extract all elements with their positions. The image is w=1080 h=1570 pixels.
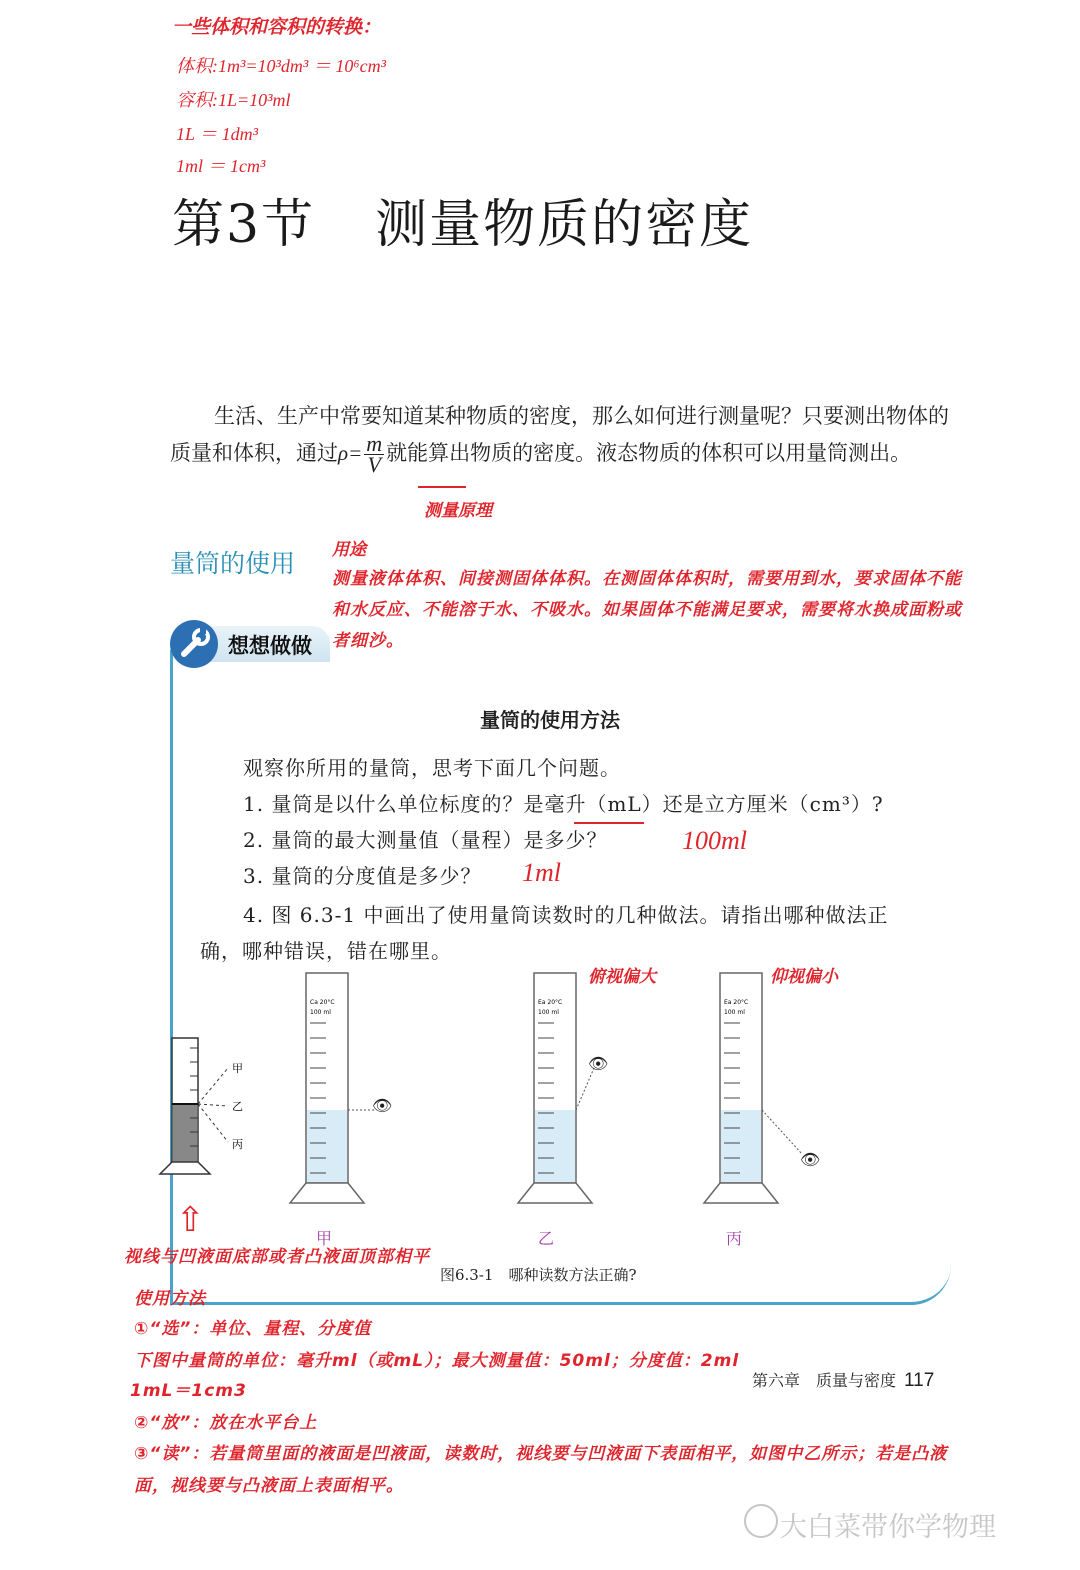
question-3: 3. 量筒的分度值是多少？ bbox=[243, 864, 482, 888]
wrench-icon bbox=[170, 620, 218, 668]
section-number: 第3节 bbox=[172, 195, 316, 255]
principle-underline bbox=[418, 486, 466, 488]
cylinder-label-jia: 甲 bbox=[316, 1229, 333, 1248]
cylinder-bing bbox=[700, 968, 830, 1218]
question-1: 1. 量筒是以什么单位标度的？是毫升（mL）还是立方厘米（cm³）? bbox=[243, 792, 884, 816]
cylinder-jia bbox=[286, 968, 396, 1218]
conversion-line-capacity: 容积:1L=10³ml bbox=[176, 90, 291, 110]
capacity-text-jia: 100 ml bbox=[310, 1009, 331, 1016]
method-step-3: ③“读”：若量筒里面的液面是凹液面，读数时，视线要与凹液面下表面相平，如图中乙所示；若是凸液面，视线要与凸液面上表面相平。 bbox=[134, 1444, 948, 1496]
chapter-title: 第六章 质量与密度 bbox=[752, 1371, 897, 1390]
print-text-yi: Ea 20°C bbox=[538, 999, 563, 1006]
figure-caption: 图6.3-1 哪种读数方法正确? bbox=[440, 1266, 637, 1284]
note-looking-up: 仰视偏小 bbox=[770, 967, 838, 987]
method-unit-equivalence: 1mL＝1cm3 bbox=[130, 1381, 247, 1401]
method-step-1: ①“选”：单位、量程、分度值 bbox=[134, 1319, 372, 1339]
answer-2: 100ml bbox=[682, 826, 747, 855]
capacity-text-yi: 100 ml bbox=[538, 1009, 559, 1016]
level-note: 视线与凹液面底部或者凸液面顶部相平 bbox=[124, 1247, 430, 1267]
density-formula bbox=[364, 431, 384, 477]
use-note-text: 测量液体体积、间接测固体体积。在测固体体积时，需要用到水，要求固体不能和水反应、不能溶于水、不吸水。如果固体不能满足要求，需要将水换成面粉或者细沙。 bbox=[332, 569, 962, 651]
formula-numerator: m bbox=[366, 431, 383, 456]
method-cylinder-specs: 下图中量筒的单位：毫升ml（或mL）；最大测量值：50ml；分度值：2ml bbox=[134, 1351, 740, 1371]
small-cylinder-diagram bbox=[150, 1028, 260, 1180]
cylinder-label-yi: 乙 bbox=[538, 1229, 555, 1248]
formula-denominator: V bbox=[367, 452, 381, 477]
question-4: 4. 图 6.3-1 中画出了使用量筒读数时的几种做法。请指出哪种做法正确，哪种错误，错在哪里。 bbox=[200, 903, 889, 963]
section-name: 测量物质的密度 bbox=[375, 195, 754, 255]
cylinder-label-bing: 丙 bbox=[726, 1229, 743, 1248]
wechat-icon bbox=[744, 1504, 778, 1538]
conversion-line-ml: 1ml ＝ 1cm³ bbox=[176, 156, 266, 176]
up-arrow-icon: ⇧ bbox=[176, 1200, 205, 1240]
use-note-label: 用途 bbox=[332, 540, 366, 560]
intro-text-1: 生活、生产中常要知道某种物质的密度，那么如何进行测量呢？只要测出物体的质量和体积，通过 bbox=[170, 404, 949, 465]
principle-note: 测量原理 bbox=[424, 501, 492, 521]
activity-intro: 观察你所用的量筒，思考下面几个问题。 bbox=[243, 756, 621, 780]
activity-title: 量筒的使用方法 bbox=[480, 708, 620, 732]
answer-3: 1ml bbox=[522, 858, 561, 887]
eye-icon: 👁 bbox=[588, 1054, 609, 1073]
intro-paragraph bbox=[170, 398, 960, 475]
watermark: 大白菜带你学物理 bbox=[780, 1512, 996, 1543]
conversion-line-volume: 体积:1m³=10³dm³ ＝ 10⁶cm³ bbox=[176, 56, 386, 76]
cylinder-yi bbox=[514, 968, 624, 1218]
eye-icon: 👁 bbox=[372, 1096, 393, 1115]
question-2: 2. 量筒的最大测量值（量程）是多少？ bbox=[243, 828, 608, 852]
small-label-yi: 乙 bbox=[232, 1100, 243, 1113]
conversions-title: 一些体积和容积的转换： bbox=[172, 16, 382, 38]
section-title bbox=[172, 182, 753, 257]
small-label-jia: 甲 bbox=[232, 1062, 243, 1075]
small-label-bing: 丙 bbox=[232, 1138, 243, 1151]
method-title: 使用方法 bbox=[134, 1289, 206, 1309]
page-number: 117 bbox=[904, 1370, 935, 1391]
note-looking-down: 俯视偏大 bbox=[588, 967, 656, 987]
print-text-jia: Ca 20°C bbox=[310, 999, 335, 1006]
intro-text-2: 就能算出物质的密度。液态物质的体积可以用量筒测出。 bbox=[386, 441, 912, 465]
print-text-bing: Ea 20°C bbox=[724, 999, 749, 1006]
capacity-text-bing: 100 ml bbox=[724, 1009, 745, 1016]
cylinder-usage-heading: 量筒的使用 bbox=[170, 549, 296, 578]
conversion-line-liter: 1L ＝ 1dm³ bbox=[176, 124, 259, 144]
activity-tab-label: 想想做做 bbox=[228, 634, 312, 658]
method-step-2: ②“放”：放在水平台上 bbox=[134, 1413, 318, 1433]
formula-lhs: ρ= bbox=[338, 441, 363, 465]
eye-icon: 👁 bbox=[800, 1150, 821, 1169]
page-footer bbox=[752, 1368, 934, 1392]
